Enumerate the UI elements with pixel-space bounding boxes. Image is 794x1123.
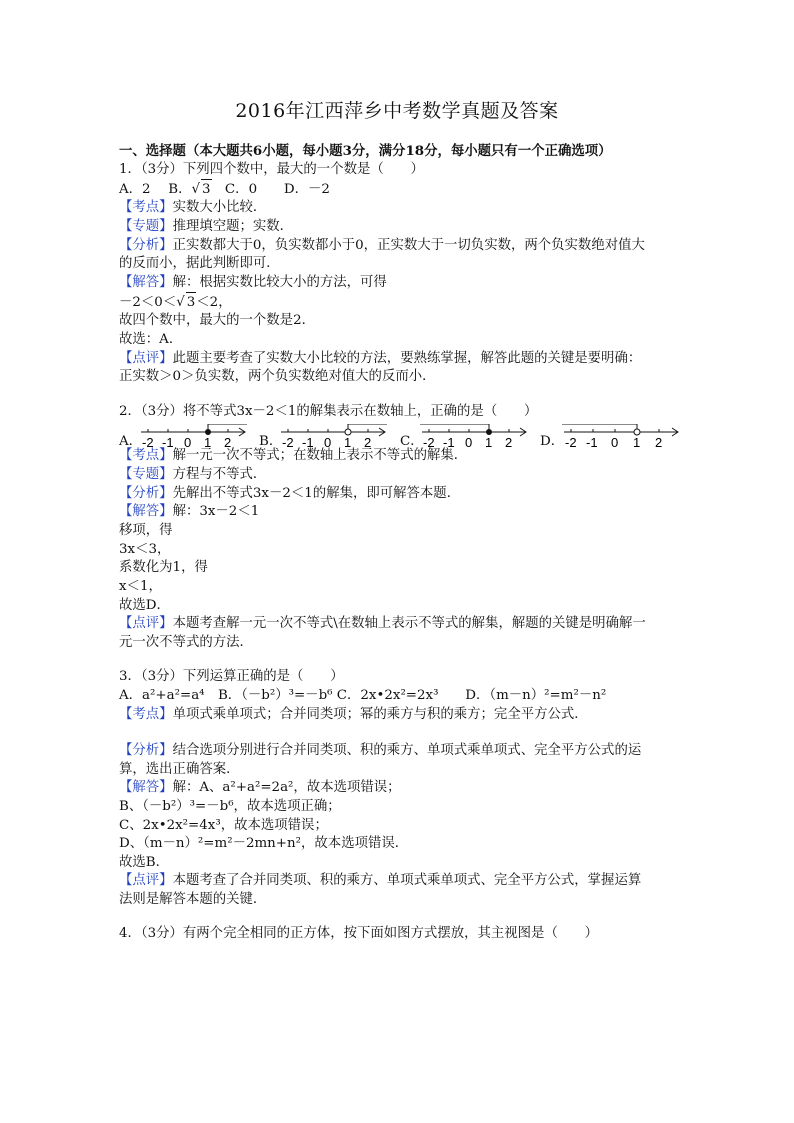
sqrt-radicand: 3 <box>186 292 197 313</box>
tick-label: 1 <box>633 435 641 450</box>
q2-step: 移项，得 <box>119 523 173 538</box>
q2-dianping <box>119 614 646 634</box>
q1-fenxi <box>119 236 645 256</box>
dianping-tag: 【点评】 <box>119 616 173 631</box>
q3-stem: 3．（3分）下列运算正确的是（ ） <box>119 669 344 684</box>
kaodian-tag: 【考点】 <box>119 448 173 463</box>
q3-jieda-text: 解：A、a²+a²=2a²，故本选项错误； <box>172 780 401 795</box>
q1-zhuanti-text: 推理填空题；实数． <box>172 219 294 234</box>
q1-line-b: 故选：A． <box>119 332 183 347</box>
q2-zhuanti <box>119 465 266 485</box>
tick-label: 0 <box>184 435 192 450</box>
kaodian-tag: 【考点】 <box>119 200 173 215</box>
q2-kaodian <box>119 446 467 466</box>
q2-zhuanti-text: 方程与不等式． <box>172 467 267 482</box>
q1-ineq-left: －2＜0＜ <box>119 295 177 310</box>
q2-option-a-label: A． <box>119 434 143 449</box>
tick-label: 0 <box>611 435 619 450</box>
tick-label: -2 <box>423 435 435 450</box>
q1-options-rest: C．0 D．－2 <box>211 182 330 197</box>
tick-label: 1 <box>204 435 212 450</box>
tick-label: -1 <box>302 435 314 450</box>
tick-label: 2 <box>224 435 232 450</box>
q1-options-a: A．2 B． <box>119 182 192 197</box>
q3-fenxi <box>119 741 641 761</box>
tick-label: -2 <box>282 435 294 450</box>
q1-dianping <box>119 349 641 369</box>
q1-inequality <box>119 292 232 313</box>
sqrt-radicand: 3 <box>201 179 212 200</box>
q2-kaodian-text: 解一元一次不等式；在数轴上表示不等式的解集． <box>172 448 468 463</box>
number-line-d <box>560 424 690 450</box>
q3-kaodian-text: 单项式乘单项式；合并同类项；幂的乘方与积的乘方；完全平方公式． <box>172 707 588 722</box>
q1-jieda <box>119 273 387 293</box>
q1-dianping-text: 此题主要考查了实数大小比较的方法，要熟练掌握，解答此题的关键是要明确： <box>172 351 642 366</box>
q2-jieda <box>119 502 259 522</box>
dianping-tag: 【点评】 <box>119 351 173 366</box>
q2-step: 系数化为1，得 <box>119 560 208 575</box>
q2-jieda-text: 解：3x－2＜1 <box>172 504 260 519</box>
q3-step: B、（－b²）³=－b⁶，故本选项正确； <box>119 799 341 814</box>
q1-dianping-2: 正实数＞0＞负实数，两个负实数绝对值大的反而小． <box>119 369 436 384</box>
q2-step: 3x＜3， <box>119 542 171 557</box>
sqrt-symbol: √ 3 <box>191 179 211 200</box>
jieda-tag: 【解答】 <box>119 275 173 290</box>
q1-jieda-text: 解：根据实数比较大小的方法，可得 <box>172 275 387 290</box>
jieda-tag: 【解答】 <box>119 504 173 519</box>
q3-kaodian <box>119 705 588 725</box>
dianping-tag: 【点评】 <box>119 873 173 888</box>
q2-option-b-label: B． <box>259 434 283 449</box>
tick-label: -2 <box>565 435 577 450</box>
q3-dianping <box>119 871 641 891</box>
q1-fenxi-2: 的反而小，据此判断即可． <box>119 256 280 271</box>
q2-stem: 2．（3分）将不等式3x－2＜1的解集表示在数轴上，正确的是（ ） <box>119 404 538 419</box>
q1-stem: 1．（3分）下列四个数中，最大的一个数是（ ） <box>119 162 424 177</box>
section-heading: 一、选择题（本大题共6小题，每小题3分，满分18分，每小题只有一个正确选项） <box>119 143 612 159</box>
q2-option-c-label: C． <box>400 434 424 449</box>
tick-label: 0 <box>324 435 332 450</box>
q2-step: 故选D． <box>119 598 170 613</box>
q3-fenxi-text: 结合选项分别进行合并同类项、积的乘方、单项式乘单项式、完全平方公式的运 <box>172 743 642 758</box>
tick-label: -1 <box>162 435 174 450</box>
q2-fenxi-text: 先解出不等式3x－2＜1的解集，即可解答本题． <box>172 486 461 501</box>
q3-step: 故选B． <box>119 855 170 870</box>
q1-kaodian <box>119 198 266 218</box>
q3-dianping-text: 本题考查了合并同类项、积的乘方、单项式乘单项式、完全平方公式，掌握运算 <box>172 873 642 888</box>
q3-options: A．a²+a²=a⁴ B．（－b²）³=－b⁶ C．2x•2x²=2x³ D．（m－n）²=m²－n² <box>119 688 607 703</box>
q2-step: x＜1， <box>119 579 162 594</box>
q1-line-a: 故四个数中，最大的一个数是2． <box>119 313 315 328</box>
tick-label: 1 <box>485 435 493 450</box>
tick-label: 2 <box>655 435 663 450</box>
q3-jieda <box>119 778 401 798</box>
q3-step: D、（m－n）²=m²－2mn+n²，故本选项错误． <box>119 836 409 851</box>
tick-label: 2 <box>364 435 372 450</box>
q1-zhuanti <box>119 217 293 237</box>
zhuanti-tag: 【专题】 <box>119 467 173 482</box>
q1-options <box>119 179 330 200</box>
tick-label: -1 <box>586 435 598 450</box>
jieda-tag: 【解答】 <box>119 780 173 795</box>
sqrt-symbol: √ 3 <box>176 292 196 313</box>
q3-fenxi-2: 算，选出正确答案． <box>119 762 240 777</box>
q2-dianping-text: 本题考查解一元一次不等式\在数轴上表示不等式的解集，解题的关键是明确解一 <box>172 616 646 631</box>
page-title: 2016年江西萍乡中考数学真题及答案 <box>235 100 559 122</box>
tick-label: -2 <box>142 435 154 450</box>
q2-fenxi <box>119 484 460 504</box>
tick-label: 2 <box>505 435 513 450</box>
q2-option-d-label: D． <box>540 434 565 449</box>
fenxi-tag: 【分析】 <box>119 486 173 501</box>
tick-label: -1 <box>443 435 455 450</box>
fenxi-tag: 【分析】 <box>119 743 173 758</box>
kaodian-tag: 【考点】 <box>119 707 173 722</box>
q2-dianping-2: 元一次不等式的方法． <box>119 635 253 650</box>
fenxi-tag: 【分析】 <box>119 238 173 253</box>
q1-ineq-right: ＜2， <box>196 295 232 310</box>
tick-label: 1 <box>344 435 352 450</box>
q4-stem: 4．（3分）有两个完全相同的正方体，按下面如图方式摆放，其主视图是（ ） <box>119 926 599 941</box>
q3-dianping-2: 法则是解答本题的关键． <box>119 892 267 907</box>
q1-fenxi-text-1: 正实数都大于0，负实数都小于0，正实数大于一切负实数，两个负实数绝对值大 <box>172 238 645 253</box>
zhuanti-tag: 【专题】 <box>119 219 173 234</box>
tick-label: 0 <box>465 435 473 450</box>
q1-kaodian-text: 实数大小比较． <box>172 200 267 215</box>
q3-step: C、2x•2x²=4x³，故本选项错误； <box>119 818 328 833</box>
